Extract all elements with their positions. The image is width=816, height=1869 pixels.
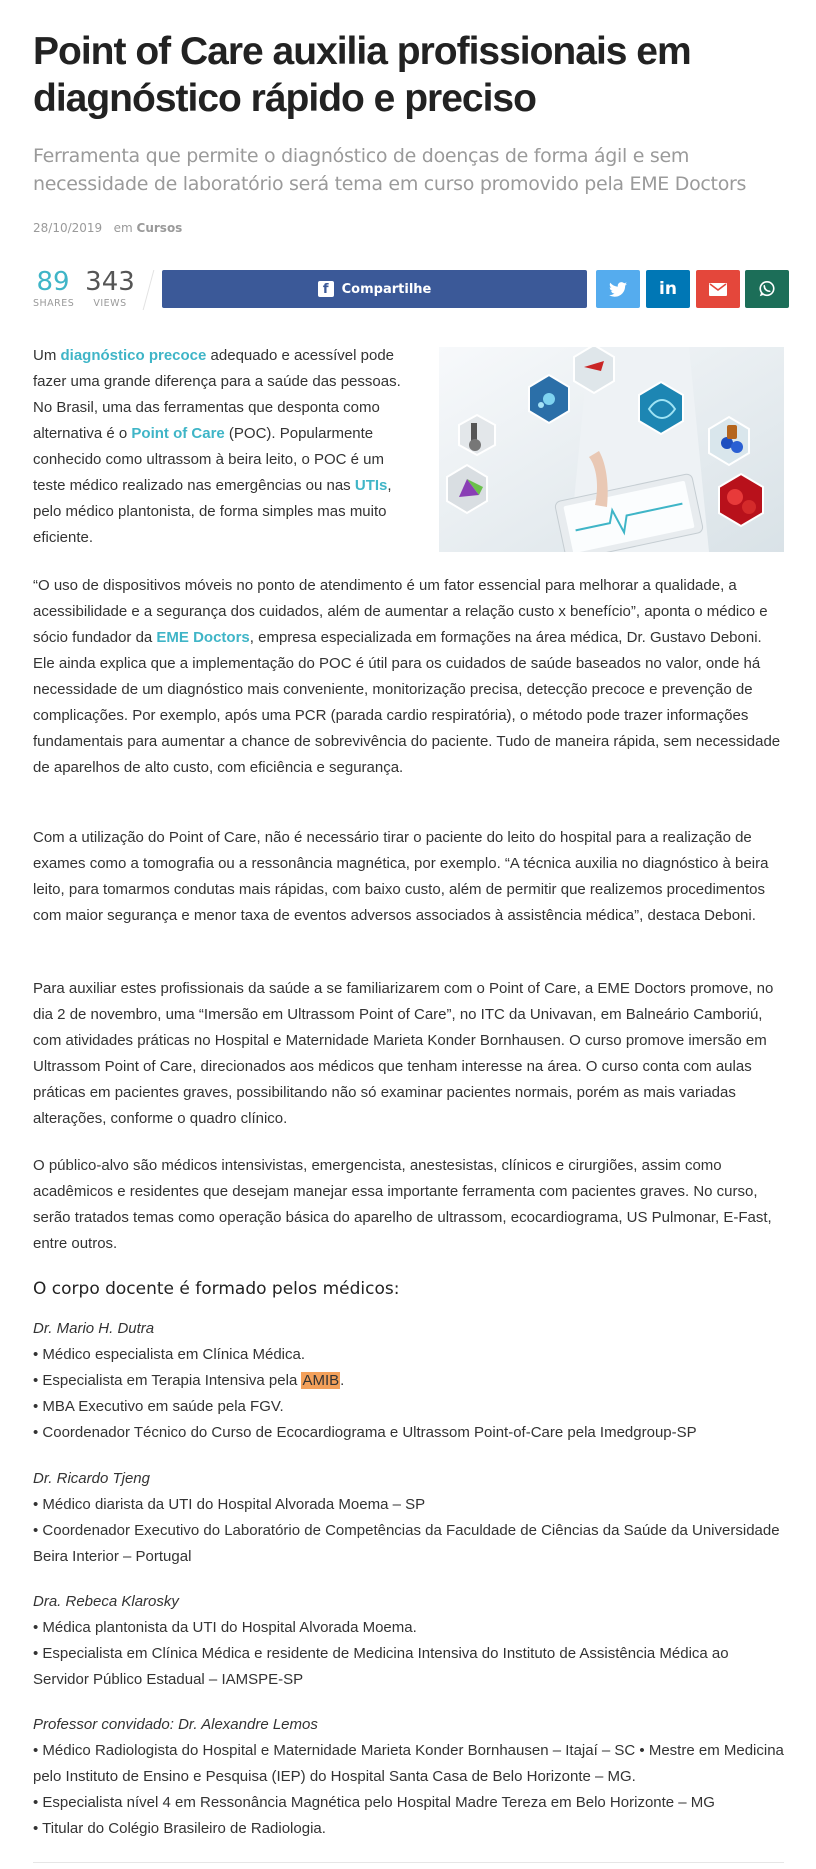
article-meta xyxy=(33,221,182,235)
link-eme-doctors[interactable]: EME Doctors xyxy=(156,629,250,646)
whatsapp-icon xyxy=(758,280,776,298)
twitter-share-button[interactable] xyxy=(596,270,640,308)
doctor-block-3 xyxy=(33,1589,784,1693)
doctor-credential: • Médico diarista da UTI do Hospital Alvorada Moema – SP xyxy=(33,1496,426,1513)
doctor-credential: • Médico especialista em Clínica Médica. xyxy=(33,1346,306,1363)
link-point-of-care[interactable]: Point of Care xyxy=(131,425,225,442)
whatsapp-share-button[interactable] xyxy=(745,270,789,308)
link-utis[interactable]: UTIs xyxy=(354,477,388,494)
doctor-credential xyxy=(33,1368,784,1394)
article-subtitle: Ferramenta que permite o diagnóstico de doenças de forma ágil e sem necessidade de laboratório será tema em curso promovido pela EME Doctors xyxy=(33,145,747,195)
linkedin-share-button[interactable] xyxy=(646,270,690,308)
doctor-credential: • Titular do Colégio Brasileiro de Radiologia. xyxy=(33,1820,326,1837)
twitter-icon xyxy=(609,282,627,297)
intro-text-4: , pelo médico plantonista, de forma simples mas muito eficiente. xyxy=(33,477,392,546)
highlighted-term: AMIB xyxy=(302,1372,340,1389)
category-prefix: em xyxy=(113,221,133,235)
doctor-name: Dr. Mario H. Dutra xyxy=(33,1320,155,1337)
doctor-credential: • Especialista nível 4 em Ressonância Magnética pelo Hospital Madre Tereza em Belo Horizonte – MG xyxy=(33,1794,715,1811)
doctor-credential: • Médico Radiologista do Hospital e Maternidade Marieta Konder Bornhausen – Itajaí – SC • Mestre em Medicina pelo Instituto de Ensino e Pesquisa (IEP) do Hospital Santa Casa de Belo Horizonte – MG. xyxy=(33,1742,784,1785)
link-diagnostico-precoce[interactable]: diagnóstico precoce xyxy=(60,347,207,364)
credential-text: • Especialista em Terapia Intensiva pela xyxy=(33,1372,302,1389)
p2-text-2: , empresa especializada em formações na área médica, Dr. Gustavo Deboni. Ele ainda explica que a implementação do POC é útil para os cuidados de saúde baseados no valor, onde há necessidade de um diagnóstico mais conveniente, monitorização precisa, detecção precoce e prevenção de complicações. Por exemplo, após uma PCR (parada cardio respiratória), o método pode trazer informações fundamentais para aumentar a chance de sobrevivência do paciente. Tudo de maneira rápida, sem necessidade de aparelhos de alto custo, com eficiência e segurança. xyxy=(33,629,781,776)
doctor-block-4 xyxy=(33,1712,784,1842)
faculty-heading: O corpo docente é formado pelos médicos: xyxy=(33,1279,400,1299)
bottom-divider xyxy=(33,1862,784,1863)
article-title: Point of Care auxilia profissionais em diagnóstico rápido e preciso xyxy=(33,30,691,120)
views-stat xyxy=(85,268,135,309)
doctor-block-2 xyxy=(33,1466,784,1570)
shares-count: 89 xyxy=(36,267,70,297)
medical-hexagon-illustration xyxy=(439,347,784,552)
p2-text-1: “O uso de dispositivos móveis no ponto de atendimento é um fator essencial para melhorar a qualidade, a acessibilidade e a segurança dos cuidados, além de aumentar a relação custo x benefício”, aponta o médico e sócio fundador da xyxy=(33,577,768,646)
share-divider xyxy=(143,270,155,310)
doctor-credential: • Médica plantonista da UTI do Hospital Alvorada Moema. xyxy=(33,1619,417,1636)
paragraph-4: Para auxiliar estes profissionais da saúde a se familiarizarem com o Point of Care, a EME Doctors promove, no dia 2 de novembro, uma “Imersão em Ultrassom Point of Care”, no ITC da Univavan, em Balneário Camboriú, com atividades práticas no Hospital e Maternidade Marieta Konder Bornhausen. O curso promove imersão em Ultrassom Point of Care, direcionados aos médicos que tenham interesse na área. O curso conta com aulas práticas em pacientes graves, possibilitando não só examinar pacientes normais, porém as mais variadas alterações, conforme o quadro clínico. xyxy=(33,980,774,1127)
email-icon xyxy=(709,283,727,296)
intro-text-2: adequado e acessível pode fazer uma grande diferença para a saúde das pessoas. No Brasil, uma das ferramentas que desponta como alternativa é o xyxy=(33,347,401,442)
doctor-name: Professor convidado: Dr. Alexandre Lemos xyxy=(33,1716,318,1733)
facebook-icon: f xyxy=(318,281,334,297)
article-date: 28/10/2019 xyxy=(33,221,103,235)
doctor-credential: • Especialista em Clínica Médica e residente de Medicina Intensiva do Instituto de Assistência Médica ao Servidor Público Estadual – IAMSPE-SP xyxy=(33,1645,729,1688)
views-count: 343 xyxy=(85,267,135,297)
category-link[interactable]: Cursos xyxy=(136,221,183,235)
intro-paragraph xyxy=(33,343,413,551)
views-label: VIEWS xyxy=(93,298,127,309)
paragraph-3: Com a utilização do Point of Care, não é necessário tirar o paciente do leito do hospital para a realização de exames como a tomografia ou a ressonância magnética, por exemplo. “A técnica auxilia no diagnóstico à beira leito, para tomarmos condutas mais rápidas, com baixo custo, além de permitir que realizemos procedimentos com maior segurança e menor taxa de eventos adversos associados à assistência médica”, destaca Deboni. xyxy=(33,829,769,924)
credential-punctuation: . xyxy=(340,1372,345,1389)
doctor-credential: • Coordenador Executivo do Laboratório de Competências da Faculdade de Ciências da Saúde da Universidade Beira Interior – Portugal xyxy=(33,1522,780,1565)
doctor-credential: • Coordenador Técnico do Curso de Ecocardiograma e Ultrassom Point-of-Care pela Imedgroup-SP xyxy=(33,1424,697,1441)
paragraph-5: O público-alvo são médicos intensivistas, emergencista, anestesistas, clínicos e cirurgiões, assim como acadêmicos e residentes que desejam manejar essa importante ferramenta com pacientes graves. No curso, serão tratados temas como operação básica do aparelho de ultrassom, ecocardiograma, US Pulmonar, E-Fast, entre outros. xyxy=(33,1157,772,1252)
doctor-credential: • MBA Executivo em saúde pela FGV. xyxy=(33,1398,284,1415)
linkedin-icon: in xyxy=(659,279,677,299)
share-bar xyxy=(33,268,784,310)
shares-label: SHARES xyxy=(33,298,75,309)
doctor-name: Dr. Ricardo Tjeng xyxy=(33,1470,150,1487)
doctor-name: Dra. Rebeca Klarosky xyxy=(33,1593,179,1610)
doctor-block-1 xyxy=(33,1316,784,1446)
shares-stat xyxy=(33,268,73,309)
facebook-share-label: Compartilhe xyxy=(341,281,432,297)
intro-text-3: (POC). Popularmente conhecido como ultrassom à beira leito, o POC é um teste médico realizado nas emergências ou nas xyxy=(33,425,384,494)
paragraph-quote xyxy=(33,573,784,781)
intro-text-1: Um xyxy=(33,347,61,364)
facebook-share-button[interactable] xyxy=(162,270,587,308)
article-hero-image xyxy=(439,347,784,552)
email-share-button[interactable] xyxy=(696,270,740,308)
